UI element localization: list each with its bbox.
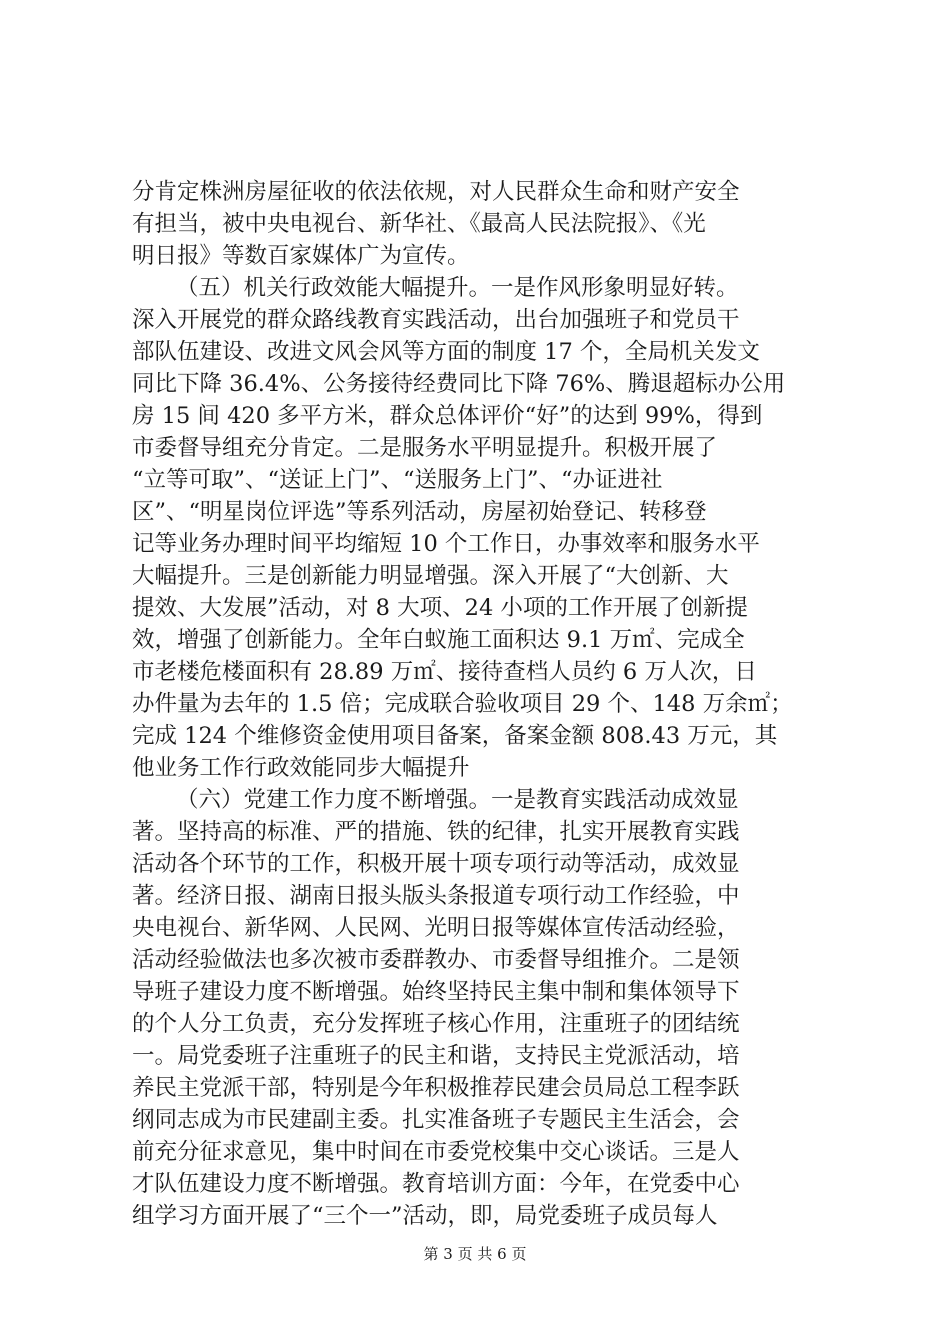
- text-line: 房 15 间 420 多平方米，群众总体评价“好”的达到 99%，得到: [132, 403, 763, 429]
- text-line: 市老楼危楼面积有 28.89 万㎡、接待查档人员约 6 万人次，日: [132, 659, 757, 685]
- paragraph-heading-6: （六）党建工作力度不断增强。一是教育实践活动成效显: [176, 787, 739, 813]
- text-line: 明日报》等数百家媒体广为宣传。: [132, 243, 470, 269]
- text-line: 著。坚持高的标准、严的措施、铁的纪律，扎实开展教育实践: [132, 819, 740, 845]
- text-line: 前充分征求意见，集中时间在市委党校集中交心谈话。三是人: [132, 1139, 740, 1165]
- text-line: 分肯定株洲房屋征收的依法依规，对人民群众生命和财产安全: [132, 179, 740, 205]
- text-line: 大幅提升。三是创新能力明显增强。深入开展了“大创新、大: [132, 563, 729, 589]
- text-line: 他业务工作行政效能同步大幅提升: [132, 755, 470, 781]
- text-line: 有担当，被中央电视台、新华社、《最高人民法院报》、《光: [132, 211, 706, 237]
- paragraph-heading-5: （五）机关行政效能大幅提升。一是作风形象明显好转。: [176, 275, 739, 301]
- text-line: “立等可取”、“送证上门”、“送服务上门”、“办证进社: [132, 467, 663, 493]
- text-line: 一。局党委班子注重班子的民主和谐，支持民主党派活动，培: [132, 1043, 740, 1069]
- text-line: 深入开展党的群众路线教育实践活动，出台加强班子和党员干: [132, 307, 740, 333]
- text-line: 办件量为去年的 1.5 倍；完成联合验收项目 29 个、148 万余㎡；: [132, 691, 793, 717]
- text-line: 效，增强了创新能力。全年白蚁施工面积达 9.1 万㎡、完成全: [132, 627, 745, 653]
- text-line: 养民主党派干部，特别是今年积极推荐民建会员局总工程李跃: [132, 1075, 740, 1101]
- text-line: 部队伍建设、改进文风会风等方面的制度 17 个，全局机关发文: [132, 339, 760, 365]
- text-line: 完成 124 个维修资金使用项目备案，备案金额 808.43 万元，其: [132, 723, 778, 749]
- text-line: 才队伍建设力度不断增强。教育培训方面：今年，在党委中心: [132, 1171, 740, 1197]
- text-line: 提效、大发展”活动，对 8 大项、24 小项的工作开展了创新提: [132, 595, 748, 621]
- text-line: 的个人分工负责，充分发挥班子核心作用，注重班子的团结统: [132, 1011, 740, 1037]
- text-line: 同比下降 36.4%、公务接待经费同比下降 76%、腾退超标办公用: [132, 371, 786, 397]
- text-line: 市委督导组充分肯定。二是服务水平明显提升。积极开展了: [132, 435, 718, 461]
- text-line: 纲同志成为市民建副主委。扎实准备班子专题民主生活会，会: [132, 1107, 740, 1133]
- text-line: 活动各个环节的工作，积极开展十项专项行动等活动，成效显: [132, 851, 740, 877]
- text-line: 著。经济日报、湖南日报头版头条报道专项行动工作经验，中: [132, 883, 740, 909]
- page-number-footer: 第 3 页 共 6 页: [423, 1245, 527, 1263]
- text-line: 活动经验做法也多次被市委群教办、市委督导组推介。二是领: [132, 947, 740, 973]
- text-line: 组学习方面开展了“三个一”活动，即，局党委班子成员每人: [132, 1203, 718, 1229]
- text-line: 央电视台、新华网、人民网、光明日报等媒体宣传活动经验，: [132, 915, 740, 941]
- text-line: 导班子建设力度不断增强。始终坚持民主集中制和集体领导下: [132, 979, 740, 1005]
- text-line: 记等业务办理时间平均缩短 10 个工作日，办事效率和服务水平: [132, 531, 760, 557]
- text-line: 区”、“明星岗位评选”等系列活动，房屋初始登记、转移登: [132, 499, 707, 525]
